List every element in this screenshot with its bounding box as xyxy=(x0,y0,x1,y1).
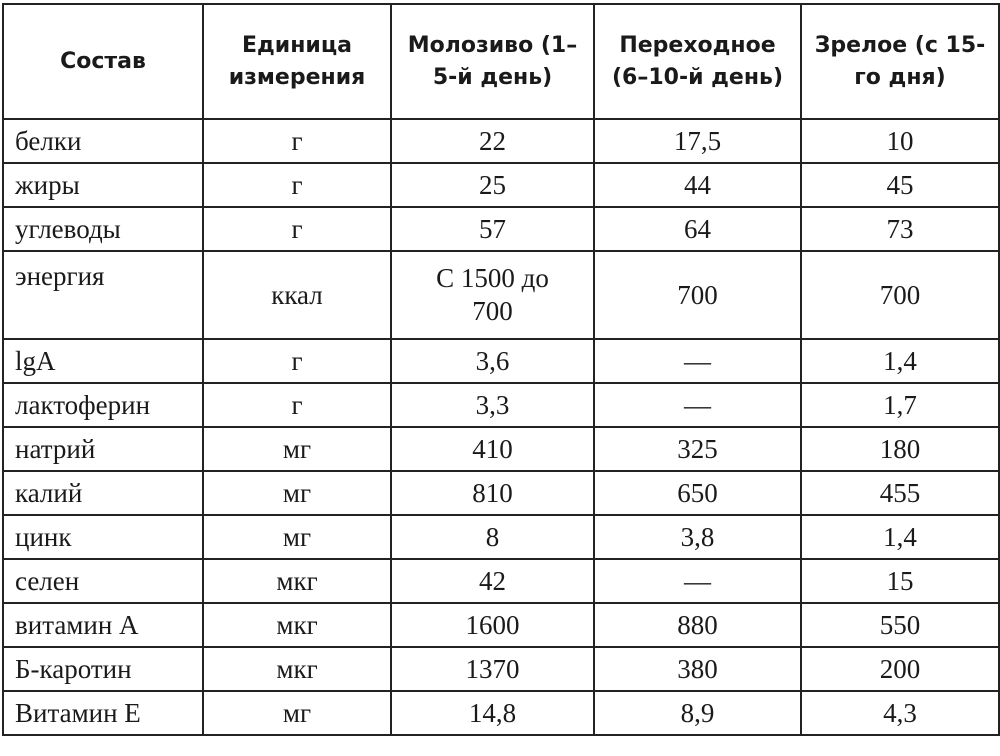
header-label: Зрелое (с 15-го дня) xyxy=(814,32,986,90)
nutrient-name: цинк xyxy=(3,515,203,559)
nutrient-name: белки xyxy=(3,119,203,163)
mature-value: 10 xyxy=(801,119,999,163)
colostrum-value: 1600 xyxy=(391,603,594,647)
nutrient-name: витамин А xyxy=(3,603,203,647)
mature-value: 1,4 xyxy=(801,515,999,559)
header-label: Молозиво (1–5-й день) xyxy=(407,32,578,90)
transitional-value: 700 xyxy=(594,251,801,339)
header-label: Состав xyxy=(60,48,146,74)
nutrient-name: углеводы xyxy=(3,207,203,251)
table-row xyxy=(3,339,999,383)
unit-cell: ккал xyxy=(203,251,391,339)
transitional-value: 650 xyxy=(594,471,801,515)
transitional-value: 325 xyxy=(594,427,801,471)
colostrum-value: 14,8 xyxy=(391,691,594,735)
colostrum-value: 25 xyxy=(391,163,594,207)
nutrient-name: калий xyxy=(3,471,203,515)
mature-value: 73 xyxy=(801,207,999,251)
mature-value: 180 xyxy=(801,427,999,471)
table-row xyxy=(3,207,999,251)
colostrum-value: 57 xyxy=(391,207,594,251)
table-row xyxy=(3,163,999,207)
table-row xyxy=(3,515,999,559)
transitional-value: 880 xyxy=(594,603,801,647)
transitional-value: — xyxy=(594,383,801,427)
mature-value: 700 xyxy=(801,251,999,339)
table-row xyxy=(3,471,999,515)
header-colostrum xyxy=(391,4,594,119)
colostrum-value-text: С 1500 до 700 xyxy=(436,263,549,326)
unit-cell: мкг xyxy=(203,559,391,603)
unit-cell: мг xyxy=(203,471,391,515)
table-header-row xyxy=(3,4,999,119)
colostrum-value: 22 xyxy=(391,119,594,163)
colostrum-value: 810 xyxy=(391,471,594,515)
transitional-value: 17,5 xyxy=(594,119,801,163)
transitional-value: 8,9 xyxy=(594,691,801,735)
mature-value: 1,7 xyxy=(801,383,999,427)
nutrient-name: энергия xyxy=(3,251,203,339)
unit-cell: мкг xyxy=(203,603,391,647)
transitional-value: 380 xyxy=(594,647,801,691)
table-row xyxy=(3,383,999,427)
unit-cell: г xyxy=(203,163,391,207)
unit-cell: мкг xyxy=(203,647,391,691)
table-row xyxy=(3,647,999,691)
mature-value: 45 xyxy=(801,163,999,207)
colostrum-value: 1370 xyxy=(391,647,594,691)
mature-value: 200 xyxy=(801,647,999,691)
mature-value: 15 xyxy=(801,559,999,603)
unit-cell: г xyxy=(203,383,391,427)
nutrient-name: Витамин Е xyxy=(3,691,203,735)
table-row xyxy=(3,119,999,163)
nutrient-name: lgA xyxy=(3,339,203,383)
mature-value: 455 xyxy=(801,471,999,515)
nutrient-name: жиры xyxy=(3,163,203,207)
header-composition xyxy=(3,4,203,119)
colostrum-value: 3,3 xyxy=(391,383,594,427)
transitional-value: — xyxy=(594,339,801,383)
header-mature xyxy=(801,4,999,119)
nutrient-name: Б-каротин xyxy=(3,647,203,691)
colostrum-value: 3,6 xyxy=(391,339,594,383)
unit-cell: г xyxy=(203,207,391,251)
mature-value: 4,3 xyxy=(801,691,999,735)
nutrient-name: натрий xyxy=(3,427,203,471)
unit-cell: г xyxy=(203,339,391,383)
unit-cell: мг xyxy=(203,515,391,559)
colostrum-value: 410 xyxy=(391,427,594,471)
unit-cell: мг xyxy=(203,427,391,471)
unit-cell: г xyxy=(203,119,391,163)
nutrient-name: селен xyxy=(3,559,203,603)
table-row xyxy=(3,603,999,647)
transitional-value: 64 xyxy=(594,207,801,251)
table-row xyxy=(3,559,999,603)
header-label: Единица измерения xyxy=(228,32,366,90)
transitional-value: — xyxy=(594,559,801,603)
colostrum-value: 8 xyxy=(391,515,594,559)
header-unit xyxy=(203,4,391,119)
transitional-value: 3,8 xyxy=(594,515,801,559)
table-row xyxy=(3,427,999,471)
colostrum-value xyxy=(391,251,594,339)
header-label: Переходное (6–10-й день) xyxy=(611,32,784,90)
nutrient-name: лактоферин xyxy=(3,383,203,427)
table-row xyxy=(3,251,999,339)
mature-value: 550 xyxy=(801,603,999,647)
table-row xyxy=(3,691,999,735)
header-transitional xyxy=(594,4,801,119)
transitional-value: 44 xyxy=(594,163,801,207)
unit-cell: мг xyxy=(203,691,391,735)
composition-table xyxy=(2,3,1000,736)
colostrum-value: 42 xyxy=(391,559,594,603)
mature-value: 1,4 xyxy=(801,339,999,383)
